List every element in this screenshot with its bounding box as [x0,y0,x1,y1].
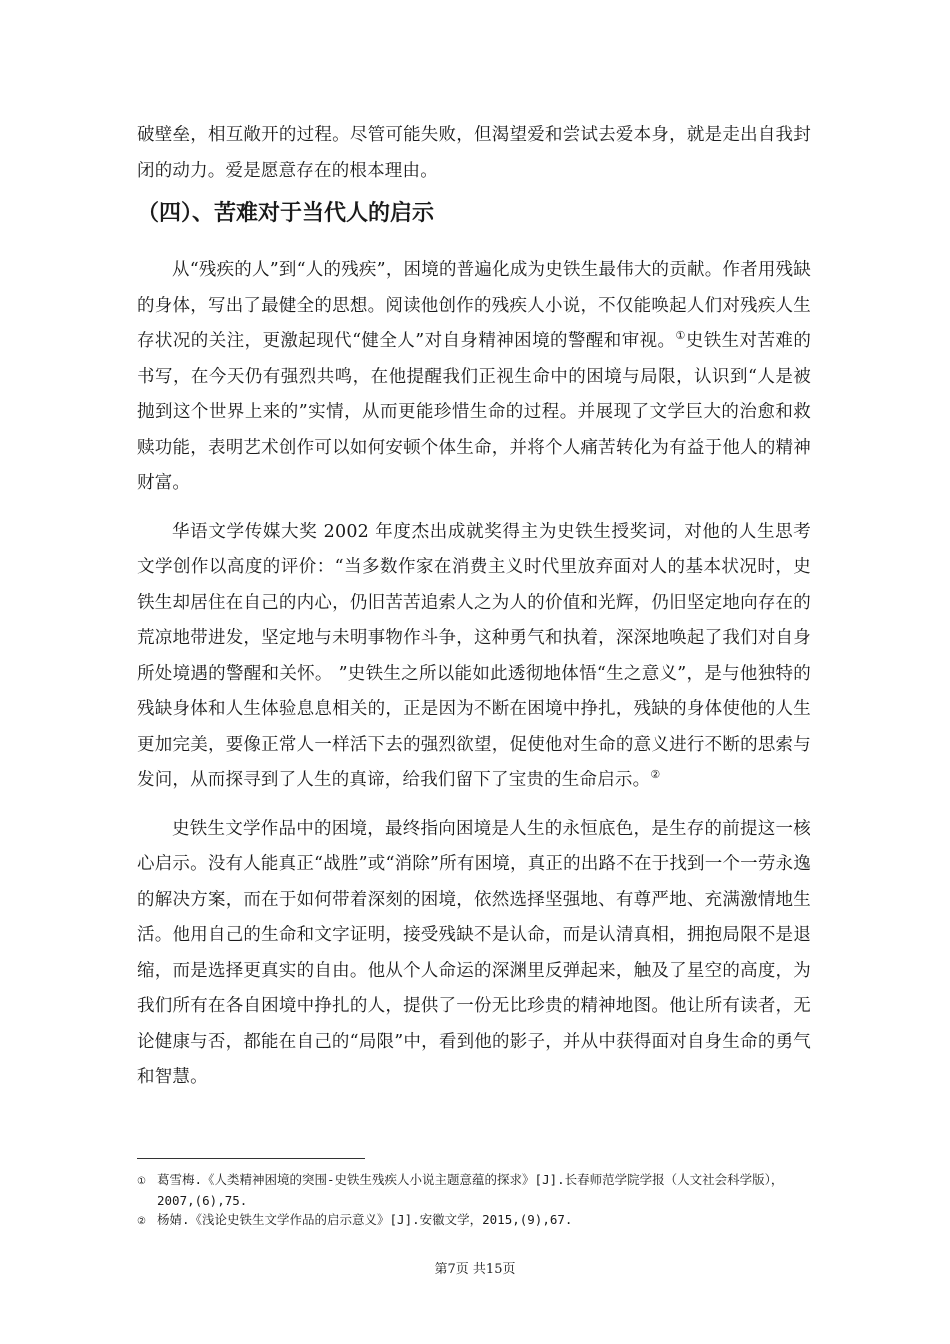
paragraph-2-text: 华语文学传媒大奖 2002 年度杰出成就奖得主为史铁生授奖词，对他的人生思考文学创作以高度的评价：“当多数作家在消费主义时代里放弃面对人的基本状况时，史铁生却居住在自己的内心，仍旧苦苦追索人之为人的价值和光辉，仍旧坚定地向存在的荒凉地带进发，坚定地与未明事物作斗争，这种勇气和执着，深深地唤起了我们对自身所处境遇的警醒和关怀。 ”史铁生之所以能如此透彻地体悟“生之意义”，是与他独特的残缺身体和人生体验息息相关的，正是因为不断在困境中挣扎，残缺的身体使他的人生更加完美，要像正常人一样活下去的强烈欲望，促使他对生命的意义进行不断的思索与发问，从而探寻到了人生的真谛，给我们留下了宝贵的生命启示。 [137,521,811,790]
paragraph-1 [137,253,811,502]
footnote-ref-1[interactable]: ① [675,329,686,343]
paragraph-3: 史铁生文学作品中的困境，最终指向困境是人生的永恒底色，是生存的前提这一核心启示。没有人能真正“战胜”或“消除”所有困境，真正的出路不在于找到一个一劳永逸的解决方案，而在于如何带着深刻的困境，依然选择坚强地、有尊严地、充满激情地生活。他用自己的生命和文字证明，接受残缺不是认命，而是认清真相，拥抱局限不是退缩，而是选择更真实的自由。他从个人命运的深渊里反弹起来，触及了星空的高度，为我们所有在各自困境中挣扎的人，提供了一份无比珍贵的精神地图。他让所有读者，无论健康与否，都能在自己的“局限”中，看到他的影子，并从中获得面对自身生命的勇气和智慧。 [137,818,811,1087]
footnote-2-text: 杨婧.《浅论史铁生文学作品的启示意义》[J].安徽文学，2015,(9),67. [157,1212,573,1227]
footnotes [137,1170,811,1231]
page-number: 第7页 共15页 [434,1262,516,1277]
paragraph-2 [137,515,811,799]
carryover-text: 破壁垒，相互敞开的过程。尽管可能失败，但渴望爱和尝试去爱本身，就是走出自我封闭的动力。爱是愿意存在的根本理由。 [137,125,811,181]
footnote-ref-2[interactable]: ② [650,768,661,782]
footnote-divider [137,1158,365,1159]
paragraph-1-text-b: 史铁生对苦难的书写，在今天仍有强烈共鸣，在他提醒我们正视生命中的困境与局限，认识到“人是被抛到这个世界上来的”实情，从而更能珍惜生命的过程。并展现了文学巨大的治愈和救赎功能，表明艺术创作可以如何安顿个体生命，并将个人痛苦转化为有益于他人的精神财富。 [137,331,812,493]
footnote-2-mark: ② [137,1216,146,1227]
section-heading: （四）、苦难对于当代人的启示 [137,201,435,226]
footnote-1-mark: ① [137,1176,146,1187]
footnote-2 [137,1210,811,1231]
carryover-paragraph [137,118,811,189]
footnote-1 [137,1170,811,1210]
body-paragraphs [137,253,811,1096]
paragraph-1-text-a: 从“残疾的人”到“人的残疾”，困境的普遍化成为史铁生最伟大的贡献。作者用残缺的身体，写出了最健全的思想。阅读他创作的残疾人小说，不仅能唤起人们对残疾人生存状况的关注，更激起现代“健全人”对自身精神困境的警醒和审视。 [137,260,811,351]
footnote-1-text: 葛雪梅.《人类精神困境的突围-史铁生残疾人小说主题意蕴的探求》[J].长春师范学院学报（人文社会科学版），2007,(6),75. [157,1172,784,1208]
